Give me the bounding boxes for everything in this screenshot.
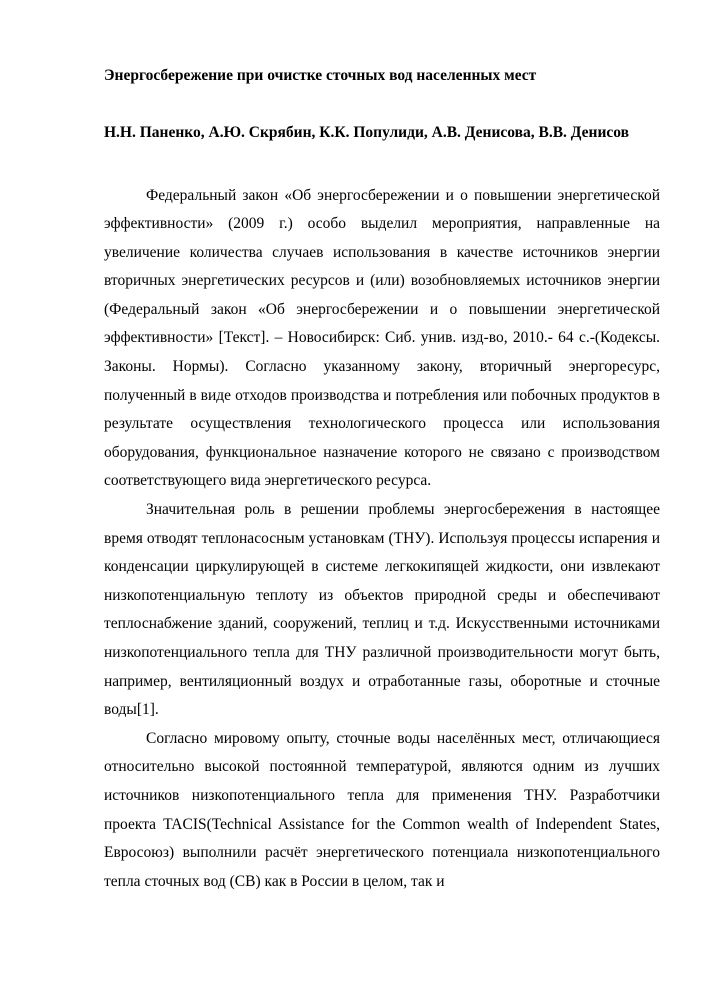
document-page [104,62,660,896]
body-paragraph-1: Федеральный закон «Об энергосбережении и о повышении энергетической эффективности» (2009 г.) особо выделил мероприятия, направленные на увеличение количества случаев использования в качестве источников энергии вторичных энергетических ресурсов и (или) возобновляемых источников энергии (Федеральный закон «Об энергосбережении и о повышении энергетической эффективности» [Текст]. – Новосибирск: Сиб. унив. изд-во, 2010.- 64 с.-(Кодексы. Законы. Нормы). Согласно указанному закону, вторичный энергоресурс, полученный в виде отходов производства и потребления или побочных продуктов в результате осуществления технологического процесса или использования оборудования, функциональное назначение которого не связано с производством соответствующего вида энергетического ресурса. [104,186,660,490]
document-title: Энергосбережение при очистке сточных вод населенных мест [104,67,537,84]
document-authors: Н.Н. Паненко, А.Ю. Скрябин, К.К. Популиди, А.В. Денисова, В.В. Денисов [104,124,630,141]
body-paragraph-3: Согласно мировому опыту, сточные воды населённых мест, отличающиеся относительно высокой постоянной температурой, являются одним из лучших источников низкопотенциального тепла для применения ТНУ. Разработчики проекта TACIS(Technical Assistance for the Common wealth of Independent States, Евросоюз) выполнили расчёт энергетического потенциала низкопотенциального тепла сточных вод (СВ) как в России в целом, так и [104,729,660,890]
document-body [104,182,660,897]
body-paragraph-2: Значительная роль в решении проблемы энергосбережения в настоящее время отводят теплонасосным установкам (ТНУ). Используя процессы испарения и конденсации циркулирующей в системе легкокипящей жидкости, они извлекают низкопотенциальную теплоту из объектов природной среды и обеспечивают теплоснабжение зданий, сооружений, теплиц и т.д. Искусственными источниками низкопотенциального тепла для ТНУ различной производительности могут быть, например, вентиляционный воздух и отработанные газы, оборотные и сточные воды[1]. [104,501,660,719]
